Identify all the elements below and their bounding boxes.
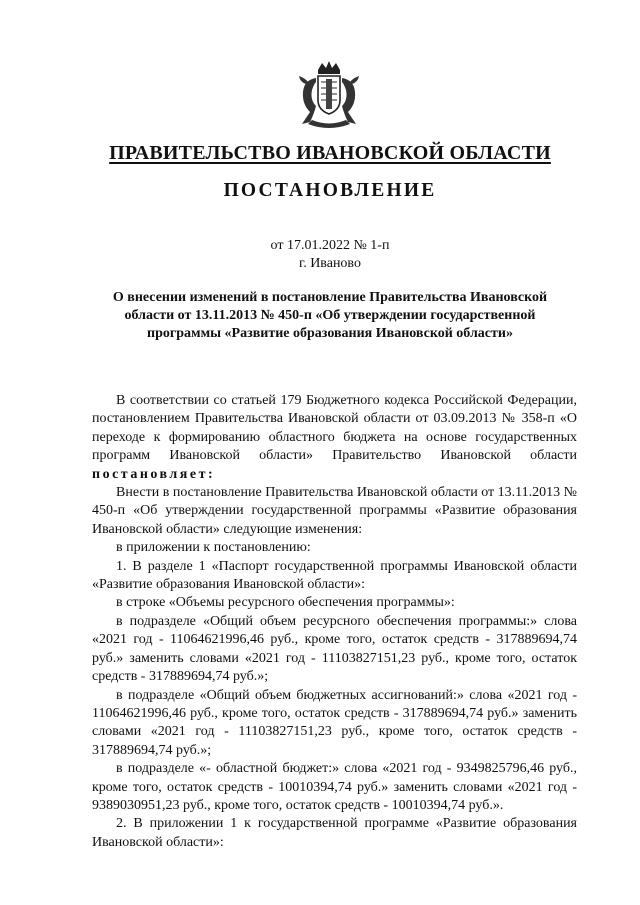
document-body [92,392,577,852]
document-city: г. Иваново [299,256,361,271]
body-paragraph: в подразделе «Общий объем бюджетных ассигнований:» слова «2021 год - 11064621996,46 руб., кроме того, остаток средств - 317889694,74 руб.» заменить словами «2021 год - 11103827151,23 руб., кроме того, остаток средств - 317889694,74 руб.»; [92,687,577,758]
decree-word: постановляет: [92,466,216,482]
intro-paragraph [92,392,577,484]
body-paragraph: 1. В разделе 1 «Паспорт государственной программы Ивановской области «Развитие образования Ивановской области»: [92,558,577,593]
body-paragraph: в приложении к постановлению: [116,540,311,556]
document-date-number: от 17.01.2022 № 1-п [270,238,390,253]
document-subject: О внесении изменений в постановление Правительства Ивановской области от 13.11.2013 № 450-п «Об утверждении государственной программы «Развитие образования Ивановской области» [112,290,548,341]
body-paragraph: Внести в постановление Правительства Ивановской области от 13.11.2013 № 450-п «Об утверждении государственной программы «Развитие образования Ивановской области» следующие изменения: [92,485,577,537]
coat-of-arms-icon [296,60,362,132]
body-paragraph: в подразделе «Общий объем ресурсного обеспечения программы:» слова «2021 год - 11064621996,46 руб., кроме того, остаток средств - 317889694,74 руб.» заменить словами «2021 год - 11103827151,23 руб., кроме того, остаток средств - 317889694,74 руб.»; [92,613,577,685]
body-paragraph: в подразделе «- областной бюджет:» слова «2021 год - 9349825796,46 руб., кроме того, остаток средств - 10010394,74 руб.» заменить словами «2021 год - 9389030951,23 руб., кроме того, остаток средств - 10010394,74 руб.». [92,761,577,813]
government-title: ПРАВИТЕЛЬСТВО ИВАНОВСКОЙ ОБЛАСТИ [109,142,551,164]
document-type: ПОСТАНОВЛЕНИЕ [223,180,437,201]
body-paragraph: в строке «Объемы ресурсного обеспечения программы»: [116,595,455,611]
intro-text: В соответствии со статьей 179 Бюджетного кодекса Российской Федерации, постановлением Правительства Ивановской области от 03.09.2013 № 358-п «О переходе к формированию областного бюджета на основе государственных программ Ивановской области» Правительство Ивановской области [92,393,577,464]
body-paragraph: 2. В приложении 1 к государственной программе «Развитие образования Ивановской области»: [92,816,577,850]
